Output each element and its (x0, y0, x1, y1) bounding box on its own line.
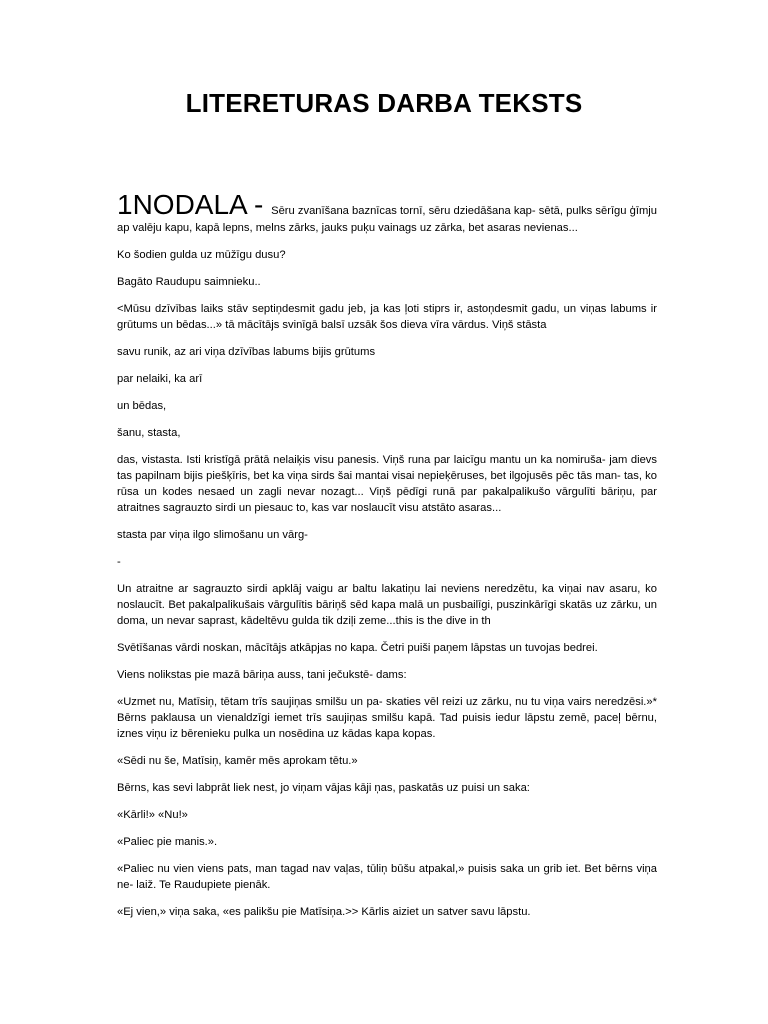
paragraph: «Paliec nu vien viens pats, man tagad nav vaļas, tūliņ būšu atpakal,» puisis saka un grib iet. Bet bērns viņa ne- laiž. Te Raudupiete pienāk. (117, 863, 657, 891)
paragraph: - (117, 556, 121, 568)
paragraph: das, vistasta. Isti kristīgā prātā nelaiķis visu panesis. Viņš runa par laicīgu mantu un ka nomiruša- jam dievs tas papilnam bijis piešķīris, bet ka viņa sirds šai mantai visai nepieķēruses, bet ilgojusēs pēc tās man- tas, ko rūsa un kodes nesaed un zagli nevar nozagt... Viņš pēdīgi runā par pakalpalikušo vārgulīti bāriņu, par atraitnes sagrauzto sirdi un piesauc to, kas var noslaucīt visu atstāto asaras... (117, 454, 657, 514)
chapter-first-paragraph (117, 190, 657, 236)
paragraph: Bērns, kas sevi labprāt liek nest, jo viņam vājas kāji ņas, paskatās uz puisi un saka: (117, 782, 530, 794)
paragraph: Viens nolikstas pie mazā bāriņa auss, tani ječukstē- dams: (117, 669, 407, 681)
paragraph: «Kārli!» «Nu!» (117, 809, 188, 821)
paragraph: un bēdas, (117, 400, 167, 412)
paragraph: «Sēdi nu še, Matīsiņ, kamēr mēs aprokam tētu.» (117, 755, 358, 767)
paragraph: Un atraitne ar sagrauzto sirdi apklāj vaigu ar baltu lakatiņu lai neviens neredzētu, ka viņai nav asaru, ko noslaucīt. Bet pakalpalikušais vārgulītis bāriņš sēd kapa malā un pusbailīgi, puszinkārīgi skatās uz zārku, un doma, un nevar saprast, kādeltēvu gulda tik dziļi zeme...this is the dive in th (117, 583, 657, 627)
paragraph: stasta par viņa ilgo slimošanu un vārg- (117, 529, 308, 541)
paragraph: par nelaiki, ka arī (117, 373, 203, 385)
paragraph: savu runik, az ari viņa dzīvības labums bijis grūtums (117, 346, 376, 358)
paragraph: «Uzmet nu, Matīsiņ, tētam trīs saujiņas smilšu un pa- skaties vēl reizi uz zārku, nu tu viņa vairs neredzēsi.»* Bērns paklausa un vienaldzīgi iemet trīs saujiņas smilšu kapā. Tad puisis iedur lāpstu zemē, paceļ bērnu, iznes viņu iz bērenieku pulka un nosēdina uz kādas kapa kopas. (117, 696, 657, 740)
paragraph: «Paliec pie manis.». (117, 836, 218, 848)
paragraph: šanu, stasta, (117, 427, 181, 439)
paragraph: Svētīšanas vārdi noskan, mācītājs atkāpjas no kapa. Četri puiši paņem lāpstas un tuvojas bedrei. (117, 642, 598, 654)
paragraph: Sēru zvanīšana baznīcas tornī, sēru dziedāšana kap- sētā, pulks sērīgu ģīmju ap valēju kapu, kapā lepns, melns zārks, jauks puķu vainags uz zārka, bet asaras nevienas... (117, 205, 657, 234)
document-body (117, 190, 657, 931)
paragraph: <Mūsu dzīvības laiks stāv septiņdesmit gadu jeb, ja kas ļoti stiprs ir, astoņdesmit gadu, un viņas labums ir grūtums un bēdas...» tā mācītājs svinīgā balsī uzsāk šos dieva vīra vārdus. Viņš stāsta (117, 303, 657, 331)
chapter-heading: 1NODALA - (117, 189, 272, 220)
document-title: LITERETURAS DARBA TEKSTS (185, 88, 583, 118)
paragraph: «Ej vien,» viņa saka, «es palikšu pie Matīsiņa.>> Kārlis aiziet un satver savu lāpstu. (117, 906, 531, 918)
paragraph: Ko šodien gulda uz mūžīgu dusu? (117, 249, 286, 261)
paragraph: Bagāto Raudupu saimnieku.. (117, 276, 261, 288)
